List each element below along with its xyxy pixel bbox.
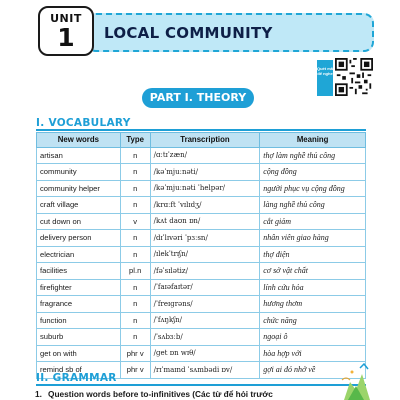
vocab-word: electrician: [37, 246, 121, 263]
vocab-transcription: /kəˈmjuːnəti ˈhelpər/: [150, 180, 260, 197]
vocab-transcription: /ɪlekˈtrɪʃn/: [150, 246, 260, 263]
vocab-transcription: /ɡet ɒn wɪθ/: [150, 345, 260, 362]
vocab-transcription: /ˈfaɪəfaɪtər/: [150, 279, 260, 296]
vocab-word: craft village: [37, 197, 121, 214]
vocab-type: n: [120, 230, 150, 247]
vocab-type: n: [120, 296, 150, 313]
section-heading-vocabulary: I. VOCABULARY: [36, 117, 131, 129]
qr-code-icon: [335, 58, 373, 96]
vocab-meaning: người phục vụ cộng đồng: [260, 180, 366, 197]
vocab-word: get on with: [37, 345, 121, 362]
qr-caption: Quét mã để nghe: [317, 60, 333, 96]
section-heading-grammar: II. GRAMMAR: [36, 372, 117, 384]
vocab-transcription: /ɑːtɪˈzæn/: [150, 147, 260, 164]
vocab-meaning: nhân viên giao hàng: [260, 230, 366, 247]
vocab-word: facilities: [37, 263, 121, 280]
vocab-word: function: [37, 312, 121, 329]
table-header-row: [37, 133, 366, 148]
table-row: [37, 164, 366, 181]
vocab-meaning: chức năng: [260, 312, 366, 329]
vocab-transcription: /fəˈsɪlətiz/: [150, 263, 260, 280]
vocab-word: remind sb of: [37, 362, 121, 379]
vocab-transcription: /dɪˈlɪvəri ˈpɜːsn/: [150, 230, 260, 247]
vocab-type: n: [120, 246, 150, 263]
vocab-type: n: [120, 279, 150, 296]
column-header: New words: [37, 133, 121, 148]
unit-label: UNIT: [50, 12, 82, 25]
vocab-type: v: [120, 213, 150, 230]
vocab-word: community: [37, 164, 121, 181]
vocab-meaning: thợ điện: [260, 246, 366, 263]
vocab-type: phr v: [120, 362, 150, 379]
vocab-meaning: cộng đồng: [260, 164, 366, 181]
vocab-transcription: /ˈfʌŋkʃn/: [150, 312, 260, 329]
table-row: [37, 230, 366, 247]
vocab-type: n: [120, 147, 150, 164]
table-row: [37, 147, 366, 164]
vocab-transcription: /krɑːft ˈvɪlɪdʒ/: [150, 197, 260, 214]
vocab-type: n: [120, 164, 150, 181]
vocab-meaning: cắt giảm: [260, 213, 366, 230]
table-row: [37, 246, 366, 263]
section-divider: [36, 129, 366, 131]
vocab-type: n: [120, 197, 150, 214]
vocab-word: fragrance: [37, 296, 121, 313]
vocab-transcription: /kəˈmjuːnəti/: [150, 164, 260, 181]
table-row: [37, 312, 366, 329]
grammar-item-text: Question words before to-infinitives (Các từ để hỏi trước: [48, 389, 273, 399]
vocab-type: phr v: [120, 345, 150, 362]
vocab-transcription: /kʌt daʊn ɒn/: [150, 213, 260, 230]
vocab-type: n: [120, 180, 150, 197]
qr-block[interactable]: [317, 58, 373, 98]
vocab-word: community helper: [37, 180, 121, 197]
vocab-transcription: /ˈsʌbɜːb/: [150, 329, 260, 346]
table-row: [37, 345, 366, 362]
vocabulary-table: [36, 132, 366, 379]
vocab-type: pl.n: [120, 263, 150, 280]
vocab-word: suburb: [37, 329, 121, 346]
table-row: [37, 213, 366, 230]
section-divider: [36, 384, 366, 386]
table-row: [37, 263, 366, 280]
grammar-item-number: 1.: [35, 389, 42, 399]
vocab-meaning: cơ sở vật chất: [260, 263, 366, 280]
column-header: Meaning: [260, 133, 366, 148]
vocab-meaning: thợ làm nghề thủ công: [260, 147, 366, 164]
part-heading: PART I. THEORY: [142, 88, 254, 108]
decorative-illustration-icon: [340, 360, 374, 400]
table-row: [37, 197, 366, 214]
vocab-type: n: [120, 329, 150, 346]
vocab-meaning: làng nghề thủ công: [260, 197, 366, 214]
vocab-meaning: hòa hợp với: [260, 345, 366, 362]
table-row: [37, 180, 366, 197]
vocab-word: cut down on: [37, 213, 121, 230]
table-row: [37, 296, 366, 313]
column-header: Type: [120, 133, 150, 148]
vocab-type: n: [120, 312, 150, 329]
vocab-transcription: /rɪˈmaɪnd ˈsʌmbədi ɒv/: [150, 362, 260, 379]
table-row: [37, 279, 366, 296]
unit-title: LOCAL COMMUNITY: [104, 24, 273, 42]
vocab-meaning: gợi ai đó nhớ về: [260, 362, 366, 379]
vocab-word: firefighter: [37, 279, 121, 296]
vocab-word: delivery person: [37, 230, 121, 247]
vocab-meaning: lính cứu hỏa: [260, 279, 366, 296]
vocab-word: artisan: [37, 147, 121, 164]
table-row: [37, 329, 366, 346]
vocab-transcription: /ˈfreɪɡrəns/: [150, 296, 260, 313]
vocab-meaning: hương thơm: [260, 296, 366, 313]
vocab-meaning: ngoại ô: [260, 329, 366, 346]
column-header: Transcription: [150, 133, 260, 148]
unit-badge: [38, 6, 94, 56]
unit-title-band: [86, 13, 374, 52]
grammar-item: [35, 389, 273, 399]
unit-number: 1: [57, 23, 75, 52]
